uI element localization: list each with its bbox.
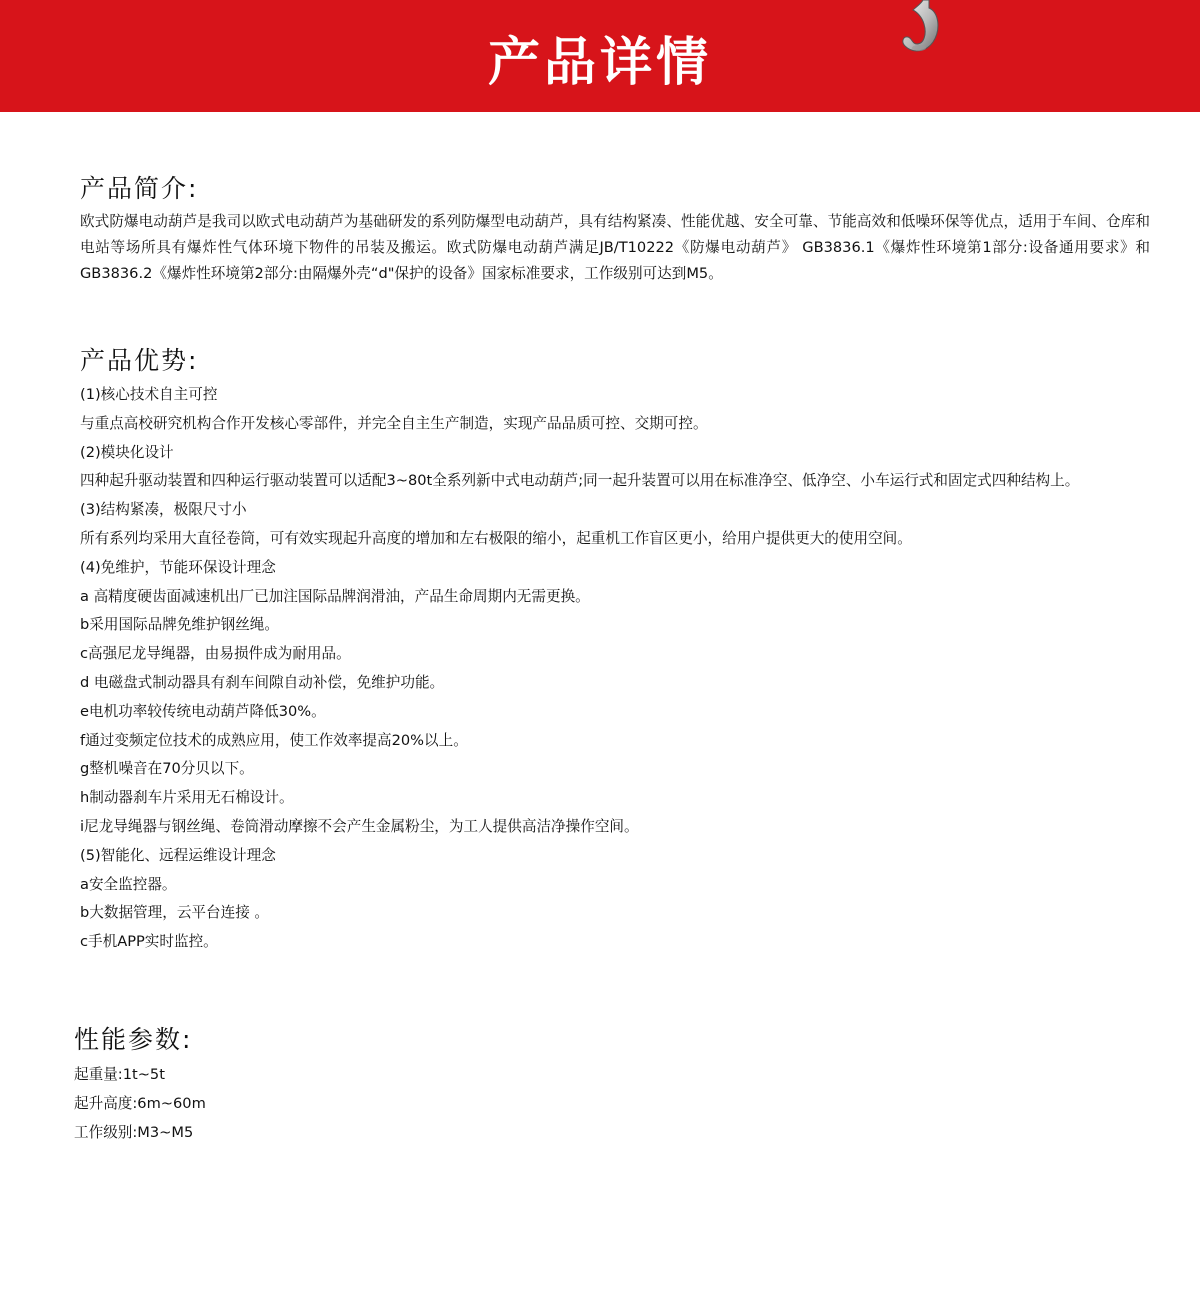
intro-heading: 产品简介: (80, 174, 199, 203)
advantage-line: f通过变频定位技术的成熟应用，使工作效率提高20%以上。 (80, 731, 468, 749)
advantage-line: a安全监控器。 (80, 875, 177, 893)
advantage-line: (2)模块化设计 (80, 443, 174, 461)
advantage-line: 四种起升驱动装置和四种运行驱动装置可以适配3~80t全系列新中式电动葫芦;同一起升装置可以用在标准净空、低净空、小车运行式和固定式四种结构上。 (80, 472, 1080, 490)
advantage-line: i尼龙导绳器与钢丝绳、卷筒滑动摩擦不会产生金属粉尘，为工人提供高洁净操作空间。 (80, 817, 639, 835)
advantage-line: c高强尼龙导绳器，由易损件成为耐用品。 (80, 645, 351, 663)
advantage-line: 与重点高校研究机构合作开发核心零部件，并完全自主生产制造，实现产品品质可控、交期可控。 (80, 414, 708, 432)
params-list (74, 1060, 1144, 1147)
advantage-line: 所有系列均采用大直径卷筒，可有效实现起升高度的增加和左右极限的缩小，起重机工作盲区更小，给用户提供更大的使用空间。 (80, 529, 912, 547)
advantage-line: d 电磁盘式制动器具有刹车间隙自动补偿，免维护功能。 (80, 673, 445, 691)
advantages-heading: 产品优势: (80, 346, 199, 375)
param-lift-height: 起升高度:6m~60m (74, 1095, 206, 1112)
advantage-line: b大数据管理，云平台连接 。 (80, 904, 270, 922)
page-title: 产品详情 (487, 32, 712, 93)
advantage-line: a 高精度硬齿面减速机出厂已加注国际品牌润滑油，产品生命周期内无需更换。 (80, 587, 590, 605)
intro-section (80, 173, 1150, 287)
advantages-section (80, 345, 1150, 957)
advantage-line: e电机功率较传统电动葫芦降低30%。 (80, 702, 326, 720)
params-heading: 性能参数: (74, 1025, 193, 1054)
intro-paragraph: 欧式防爆电动葫芦是我司以欧式电动葫芦为基础研发的系列防爆型电动葫芦，具有结构紧凑、性能优越、安全可靠、节能高效和低噪环保等优点，适用于车间、仓库和电站等场所具有爆炸性气体环境下物件的吊装及搬运。欧式防爆电动葫芦满足JB/T10222《防爆电动葫芦》 GB3836.1《爆炸性环境第1部分:设备通用要求》和GB3836.2《爆炸性环境第2部分:由隔爆外壳“d"保护的设备》国家标准要求，工作级别可达到M5。 (80, 213, 1150, 282)
advantage-line: h制动器刹车片采用无石棉设计。 (80, 789, 294, 807)
advantage-line: g整机噪音在70分贝以下。 (80, 760, 254, 778)
hook-icon (893, 0, 943, 58)
params-section (74, 1024, 1144, 1147)
advantages-list (80, 381, 1150, 957)
advantage-line: b采用国际品牌免维护钢丝绳。 (80, 616, 279, 634)
advantage-line: (4)免维护，节能环保设计理念 (80, 558, 276, 576)
advantage-line: c手机APP实时监控。 (80, 933, 218, 951)
page-header (0, 0, 1200, 112)
param-capacity: 起重量:1t~5t (74, 1066, 165, 1083)
advantage-line: (5)智能化、远程运维设计理念 (80, 846, 276, 864)
param-work-class: 工作级别:M3~M5 (74, 1124, 194, 1141)
advantage-line: (1)核心技术自主可控 (80, 386, 218, 403)
advantage-line: (3)结构紧凑，极限尺寸小 (80, 501, 247, 519)
